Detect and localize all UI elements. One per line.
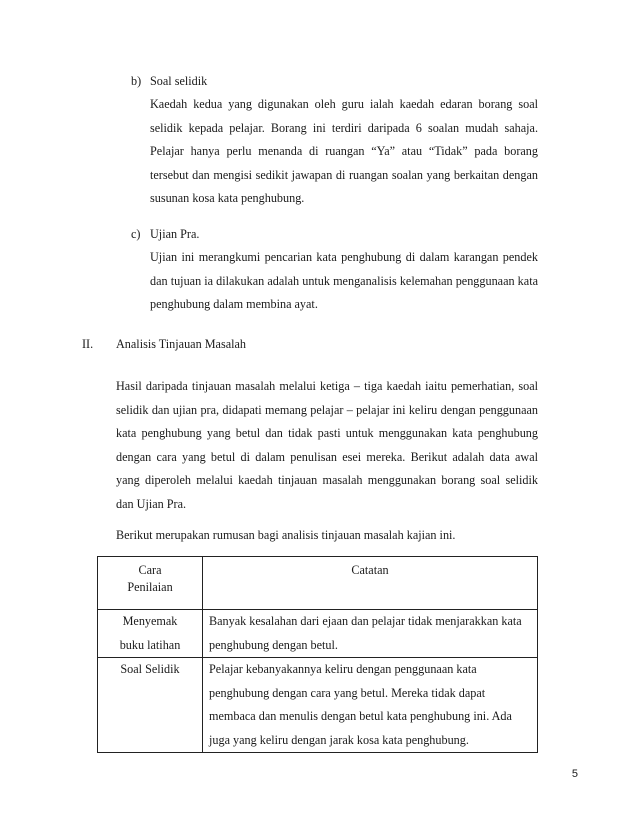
table-row <box>98 658 538 753</box>
row-1-criteria <box>98 610 203 658</box>
section-ii-title: Analisis Tinjauan Masalah <box>116 337 246 351</box>
header-criteria-line1: Cara <box>138 563 162 577</box>
section-c-title: Ujian Pra. <box>150 227 200 241</box>
header-criteria-line2: Penilaian <box>127 580 173 594</box>
row-2-notes: Pelajar kebanyakannya keliru dengan penggunaan kata penghubung dengan cara yang betul. Mereka tidak dapat membaca dan menulis dengan betul kata penghubung ini. Ada juga yang keliru dengan jarak kosa kata penghubung. <box>203 658 538 753</box>
row-2-criteria-line1: Soal Selidik <box>120 662 180 676</box>
row-1-criteria-line2: buku latihan <box>119 637 181 652</box>
section-b-marker: b) <box>131 74 142 88</box>
row-2-criteria <box>98 658 203 753</box>
table-intro: Berikut merupakan rumusan bagi analisis tinjauan masalah kajian ini. <box>116 528 456 542</box>
section-b-body: Kaedah kedua yang digunakan oleh guru ialah kaedah edaran borang soal selidik kepada pelajar. Borang ini terdiri daripada 6 soalan mudah sahaja. Pelajar hanya perlu menanda di ruangan “Ya” atau “Tidak” pada borang tersebut dan mengisi sedikit jawapan di ruangan soalan yang berkaitan dengan susunan kosa kata penghubung. <box>150 97 538 205</box>
section-ii-marker: II. <box>82 337 94 351</box>
row-1-notes: Banyak kesalahan dari ejaan dan pelajar tidak menjarakkan kata penghubung dengan betul. <box>203 610 538 658</box>
section-b-title: Soal selidik <box>150 74 208 88</box>
table-header-row <box>98 557 538 610</box>
section-c-body: Ujian ini merangkumi pencarian kata penghubung di dalam karangan pendek dan tujuan ia dilakukan adalah untuk menganalisis kelemahan penggunaan kata penghubung dalam membina ayat. <box>150 250 538 311</box>
header-criteria <box>98 557 203 610</box>
row-1-criteria-line1: Menyemak <box>122 614 178 628</box>
section-ii-body: Hasil daripada tinjauan masalah melalui ketiga – tiga kaedah iaitu pemerhatian, soal selidik dan ujian pra, didapati memang pelajar – pelajar ini keliru dengan penggunaan kata penghubung yang betul dan tidak pasti untuk menggunakan kata penghubung dengan cara yang betul di dalam penulisan esei mereka. Berikut adalah data awal yang diperoleh melalui kaedah tinjauan masalah menggunakan borang soal selidik dan Ujian Pra. <box>116 379 538 511</box>
page-number: 5 <box>571 768 578 780</box>
header-notes: Catatan <box>203 557 538 610</box>
table-row <box>98 610 538 658</box>
section-c-marker: c) <box>131 227 141 241</box>
assessment-summary-table <box>97 556 538 753</box>
